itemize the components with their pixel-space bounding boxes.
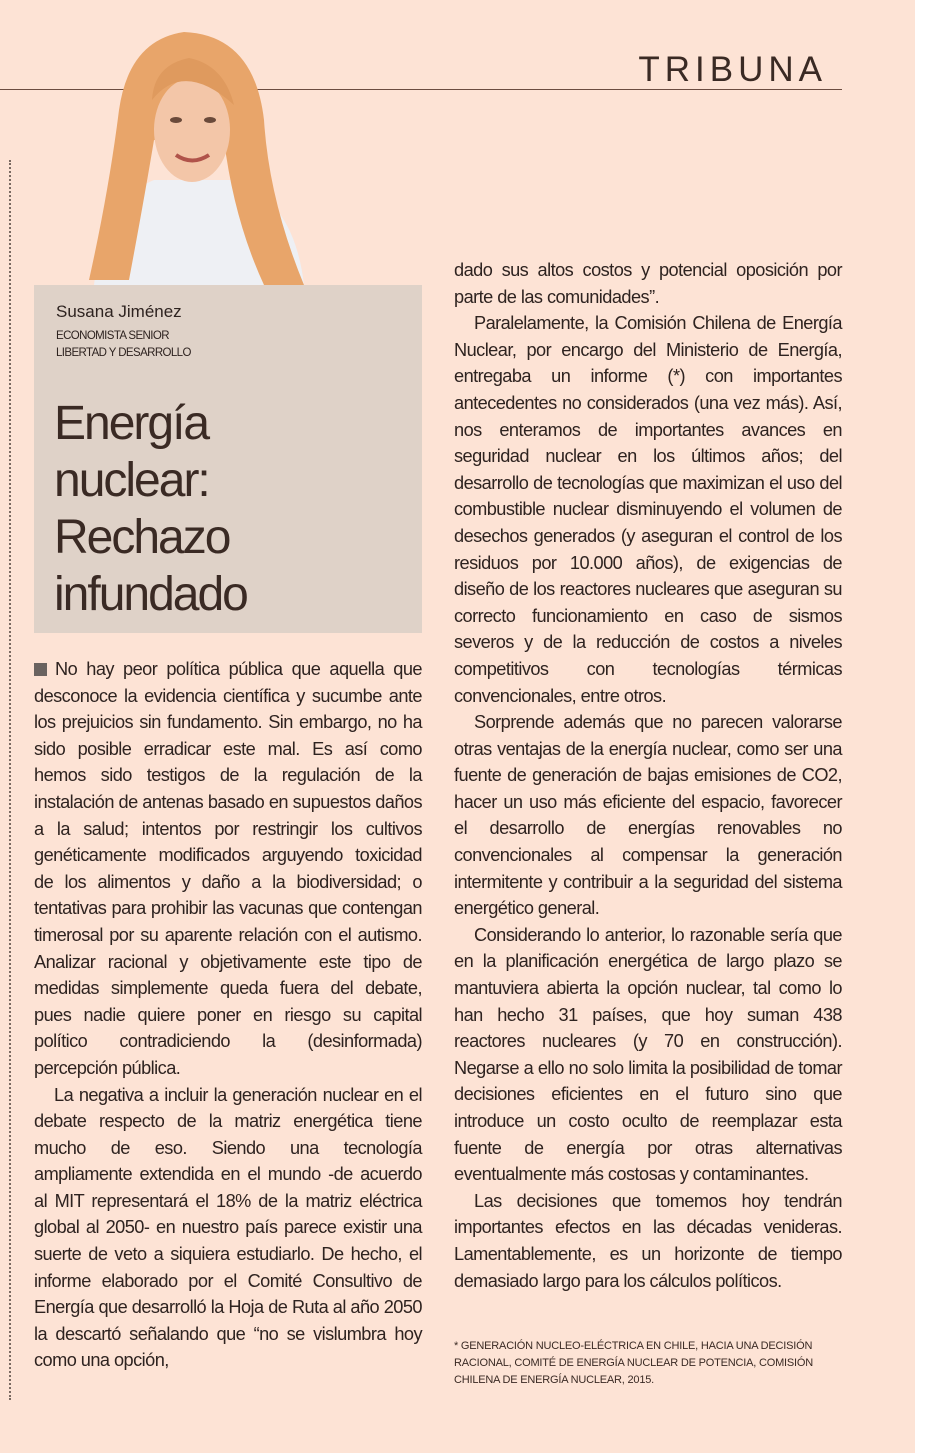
right-column bbox=[454, 257, 842, 1294]
left-column bbox=[34, 656, 422, 1374]
paragraph: Paralelamente, la Comisión Chilena de Energía Nuclear, por encargo del Ministerio de Energía, entregaba un informe (*) con importantes antecedentes no considerados (una vez más). Así, nos enteramos de importantes avances en seguridad nuclear en los últimos años; del desarrollo de tecnologías que maximizan el uso del combustible nuclear disminuyendo el volumen de desechos generados (y aseguran el control de los residuos por 10.000 años), de exigencias de diseño de los reactores nucleares que aseguran su correcto funcionamiento en caso de sismos severos y de la reducción de costos a niveles competitivos con tecnologías térmicas convencionales, entre otros. bbox=[454, 313, 842, 706]
paragraph: Considerando lo anterior, lo razonable sería que en la planificación energética de largo plazo se mantuviera abierta la opción nuclear, tal como lo han hecho 31 países, que hoy suman 438 reactores nucleares (y 70 en construcción). Negarse a ello no solo limita la posibilidad de tomar decisiones eficientes en el futuro sino que introduce un costo oculto de reemplazar esta fuente de energía por otras alternativas eventualmente más costosas y contaminantes. bbox=[454, 924, 842, 1185]
title-line: Rechazo bbox=[54, 511, 230, 564]
paragraph bbox=[34, 656, 422, 1082]
paragraph: Las decisiones que tomemos hoy tendrán importantes efectos en las décadas venideras. Lamentablemente, es un horizonte de tiempo demasiado largo para los cálculos políticos. bbox=[454, 1190, 842, 1291]
footnote: * GENERACIÓN NUCLEO-ELÉCTRICA EN CHILE, HACIA UNA DECISIÓN RACIONAL, COMITÉ DE ENERGÍA NUCLEAR DE POTENCIA, COMISIÓN CHILENA DE ENERGÍA NUCLEAR, 2015. bbox=[454, 1340, 813, 1386]
paragraph-text: No hay peor política pública que aquella que desconoce la evidencia científica y sucumbe ante los prejuicios sin fundamento. Sin embargo, no ha sido posible erradicar este mal. Es así como hemos sido testigos de la regulación de la instalación de antenas basado en supuestos daños a la salud; intentos por restringir los cultivos genéticamente modificados arguyendo toxicidad de los alimentos y daño a la biodiversidad; o tentativas para prohibir las vacunas que contengan timerosal por su aparente relación con el autismo. Analizar racional y objetivamente este tipo de medidas simplemente queda fuera del debate, pues nadie quiere poner en riesgo su capital político contradiciendo la (desinformada) percepción pública. bbox=[34, 659, 422, 1078]
paragraph: La negativa a incluir la generación nuclear en el debate respecto de la matriz energética tiene mucho de eso. Siendo una tecnología ampliamente extendida en el mundo -de acuerdo al MIT representará el 18% de la matriz eléctrica global al 2050- en nuestro país parece existir una suerte de veto a siquiera estudiarlo. De hecho, el informe elaborado por el Comité Consultivo de Energía que desarrolló la Hoja de Ruta al año 2050 la descartó señalando que “no se vislumbra hoy como una opción, bbox=[34, 1084, 422, 1371]
title-line: Energía bbox=[54, 397, 209, 450]
section-label: TRIBUNA bbox=[638, 50, 827, 89]
author-organization: LIBERTAD Y DESARROLLO bbox=[56, 347, 191, 359]
byline-title-box bbox=[34, 285, 422, 633]
author-name: Susana Jiménez bbox=[56, 302, 182, 321]
paragraph: Sorprende además que no parecen valorarse otras ventajas de la energía nuclear, como ser una fuente de generación de bajas emisiones de CO2, hacer un uso más eficiente del espacio, favorecer el desarrollo de energías renovables no convencionales al compensar la generación intermitente y contribuir a la seguridad del sistema energético general. bbox=[454, 712, 842, 919]
article-title bbox=[54, 395, 247, 623]
title-line: infundado bbox=[54, 568, 247, 621]
lead-square-icon bbox=[34, 663, 47, 676]
paragraph: dado sus altos costos y potencial oposición por parte de las comunidades”. bbox=[454, 260, 842, 307]
author-role: ECONOMISTA SENIOR bbox=[56, 330, 169, 342]
dotted-margin-divider bbox=[9, 160, 11, 1400]
title-line: nuclear: bbox=[54, 454, 209, 507]
author-photo bbox=[34, 20, 324, 285]
